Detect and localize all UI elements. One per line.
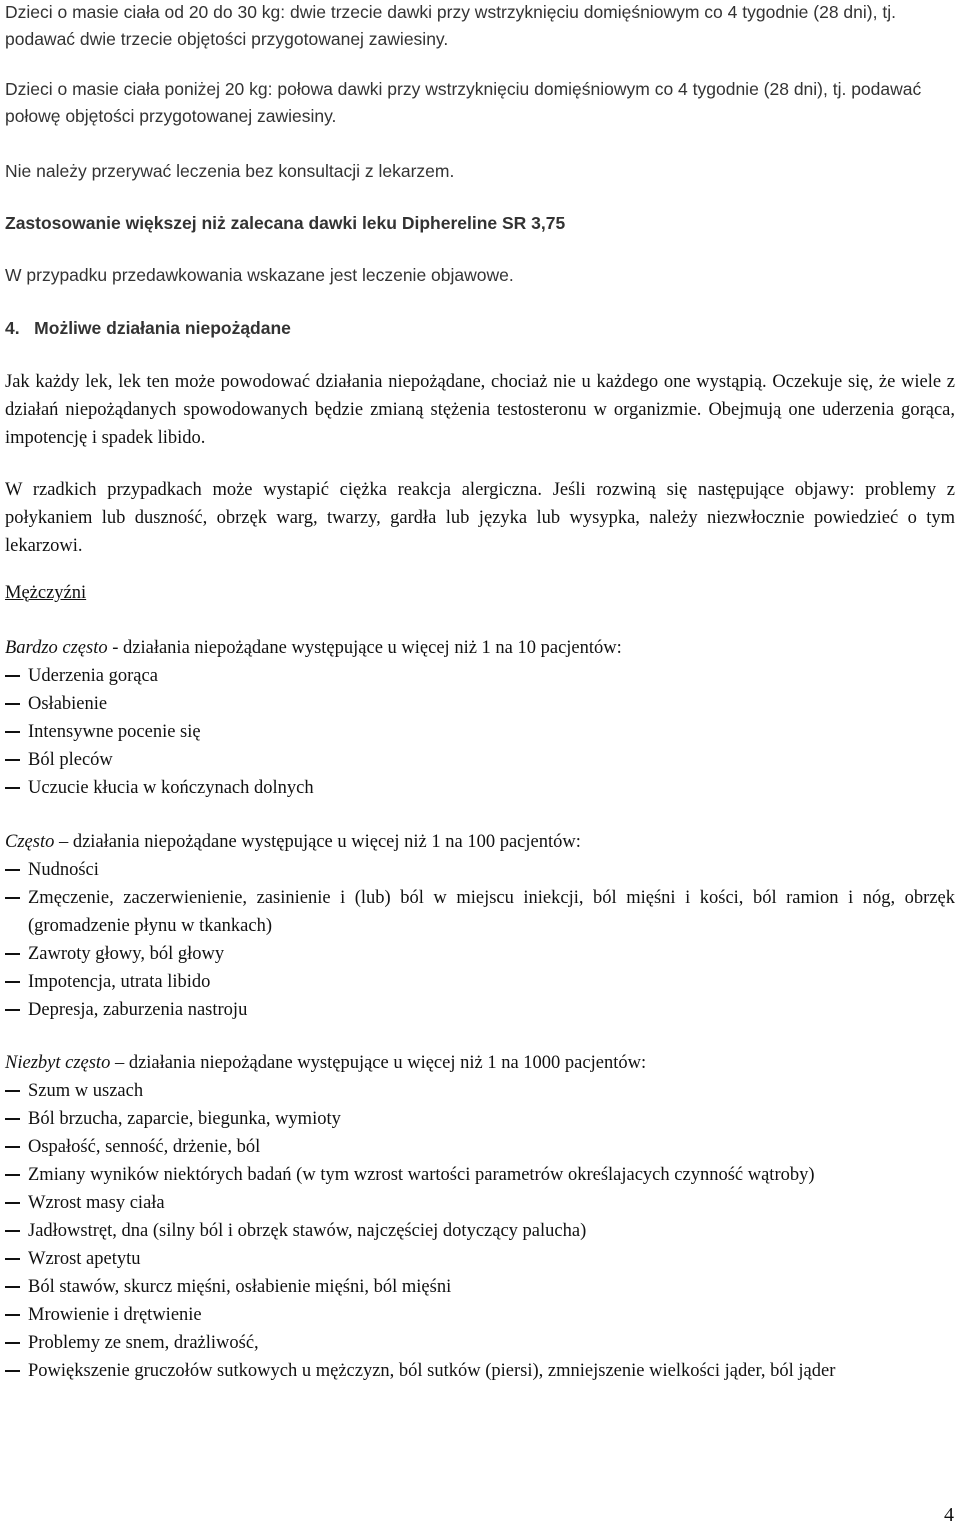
list-item: Ból brzucha, zaparcie, biegunka, wymioty [5,1105,955,1133]
dash-bullet-icon [5,1009,20,1011]
list-item: Nudności [5,856,955,884]
uncommon-desc: – działania niepożądane występujące u więcej niż 1 na 1000 pacjentów: [110,1053,647,1073]
uncommon-intro [5,1049,955,1077]
dash-bullet-icon [5,869,20,871]
section-4-heading: 4. Możliwe działania niepożądane [5,318,291,338]
uncommon-list [5,1077,955,1385]
common-desc: – działania niepożądane występujące u więcej niż 1 na 100 pacjentów: [54,832,581,852]
dash-bullet-icon [5,1118,20,1120]
dash-bullet-icon [5,1174,20,1176]
list-item: Zawroty głowy, ból głowy [5,940,955,968]
uncommon-label: Niezbyt często [5,1053,111,1073]
very-common-intro [5,634,955,662]
uncommon-block [5,1049,955,1385]
list-item: Osłabienie [5,690,955,718]
dash-bullet-icon [5,703,20,705]
dash-bullet-icon [5,1286,20,1288]
section-4-paragraph-1: Jak każdy lek, lek ten może powodować działania niepożądane, chociaż nie u każdego one wystąpią. Oczekuje się, że wiele z działań niepożądanych spowodowanych będzie zmianą stężenia testosteronu w organizmie. Obejmują one uderzenia gorąca, impotencję i spadek libido. [5,372,955,448]
list-item: Zmęczenie, zaczerwienienie, zasinienie i (lub) ból w miejscu iniekcji, ból mięśni i kości, ból ramion i nóg, obrzęk (gromadzenie płynu w tkankach) [5,884,955,940]
list-item: Depresja, zaburzenia nastroju [5,996,955,1024]
dash-bullet-icon [5,1146,20,1148]
list-item: Szum w uszach [5,1077,955,1105]
list-item: Wzrost masy ciała [5,1189,955,1217]
dash-bullet-icon [5,953,20,955]
list-item: Intensywne pocenie się [5,718,955,746]
dash-bullet-icon [5,1230,20,1232]
very-common-label: Bardzo często [5,638,108,658]
dash-bullet-icon [5,1090,20,1092]
dash-bullet-icon [5,787,20,789]
dash-bullet-icon [5,675,20,677]
overdose-text: W przypadku przedawkowania wskazane jest leczenie objawowe. [5,265,514,285]
dash-bullet-icon [5,759,20,761]
dash-bullet-icon [5,1370,20,1372]
dash-bullet-icon [5,1314,20,1316]
common-list [5,856,955,1024]
very-common-list [5,662,955,802]
men-heading: Mężczyźni [5,583,87,603]
section-4-paragraph-2: W rzadkich przypadkach może wystapić ciężka reakcja alergiczna. Jeśli rozwiną się następujące objawy: problemy z połykaniem lub duszność, obrzęk warg, twarzy, gardła lub języka lub wysypka, należy niezwłocznie powiedzieć o tym lekarzowi. [5,480,955,556]
list-item: Problemy ze snem, drażliwość, [5,1329,955,1357]
dash-bullet-icon [5,897,20,899]
dash-bullet-icon [5,1202,20,1204]
list-item: Powiększenie gruczołów sutkowych u mężczyzn, ból sutków (piersi), zmniejszenie wielkości jąder, ból jąder [5,1357,955,1385]
intro-paragraph-3: Nie należy przerywać leczenia bez konsultacji z lekarzem. [5,161,455,181]
list-item: Uczucie kłucia w kończynach dolnych [5,774,955,802]
list-item: Jadłowstręt, dna (silny ból i obrzęk stawów, najczęściej dotyczący palucha) [5,1217,955,1245]
common-intro [5,828,955,856]
dash-bullet-icon [5,731,20,733]
intro-paragraph-1: Dzieci o masie ciała od 20 do 30 kg: dwie trzecie dawki przy wstrzyknięciu domięśniowym co 4 tygodnie (28 dni), tj. podawać dwie trzecie objętości przygotowanej zawiesiny. [5,2,896,49]
dash-bullet-icon [5,1258,20,1260]
list-item: Ból stawów, skurcz mięśni, osłabienie mięśni, ból mięśni [5,1273,955,1301]
dash-bullet-icon [5,981,20,983]
intro-paragraph-2: Dzieci o masie ciała poniżej 20 kg: połowa dawki przy wstrzyknięciu domięśniowym co 4 tygodnie (28 dni), tj. podawać połowę objętości przygotowanej zawiesiny. [5,79,922,126]
page-number: 4 [944,1504,954,1526]
overdose-heading: Zastosowanie większej niż zalecana dawki leku Diphereline SR 3,75 [5,213,566,233]
list-item: Zmiany wyników niektórych badań (w tym wzrost wartości parametrów określajacych czynność wątroby) [5,1161,955,1189]
very-common-block [5,634,955,802]
very-common-desc: - działania niepożądane występujące u więcej niż 1 na 10 pacjentów: [107,638,622,658]
list-item: Ospałość, senność, drżenie, ból [5,1133,955,1161]
list-item: Mrowienie i drętwienie [5,1301,955,1329]
list-item: Wzrost apetytu [5,1245,955,1273]
list-item: Ból pleców [5,746,955,774]
common-block [5,828,955,1024]
common-label: Często [5,832,55,852]
list-item: Impotencja, utrata libido [5,968,955,996]
dash-bullet-icon [5,1342,20,1344]
list-item: Uderzenia gorąca [5,662,955,690]
